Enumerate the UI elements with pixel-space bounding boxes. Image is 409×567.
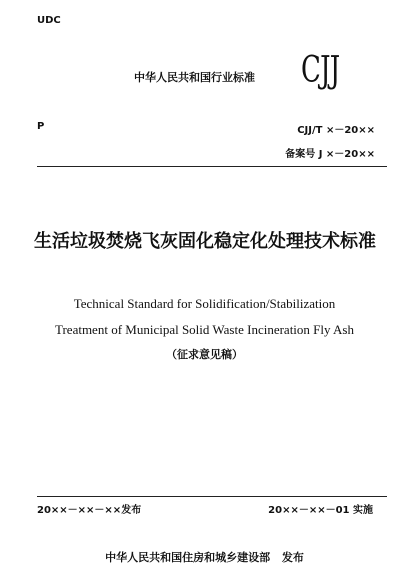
industry-standard-label: 中华人民共和国行业标准	[134, 71, 255, 84]
top-divider	[37, 166, 387, 167]
english-title-line-2: Treatment of Municipal Solid Waste Incineration Fly Ash	[54, 322, 354, 337]
bottom-divider	[37, 496, 387, 497]
record-number: 备案号 J ×－20××	[285, 149, 375, 160]
udc-label: UDC	[37, 15, 61, 26]
cjj-logo: CJJ	[301, 50, 340, 91]
english-title-line-1: Technical Standard for Solidification/Stabilization	[73, 296, 336, 311]
issue-date: 20××－××－××发布	[37, 505, 142, 516]
implementation-date: 20××－××－01 实施	[268, 505, 373, 516]
category-code: P	[37, 121, 45, 132]
publisher: 中华人民共和国住房和城乡建设部 发布	[105, 551, 304, 564]
chinese-title: 生活垃圾焚烧飞灰固化稳定化处理技术标准	[34, 231, 376, 252]
draft-note: （征求意见稿）	[166, 348, 243, 361]
standard-code: CJJ/T ×－20××	[297, 125, 375, 136]
